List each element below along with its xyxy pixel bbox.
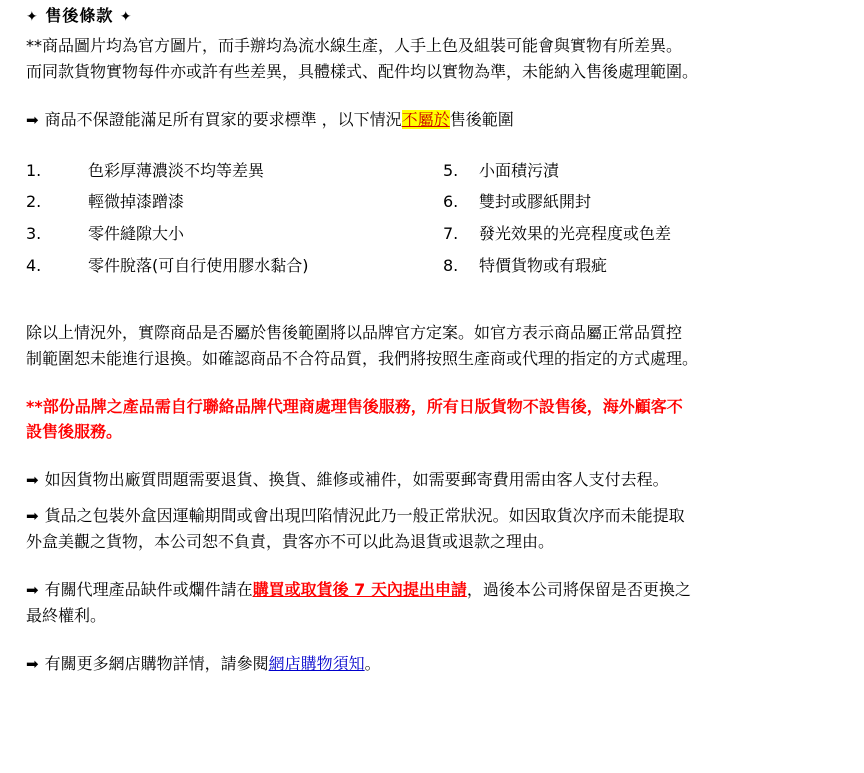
list-item-number: 7. xyxy=(443,224,459,244)
more-info-before-text: 有關更多網店購物詳情，請參閱 xyxy=(44,653,269,673)
bullet-shipping-cost-text: 如因貨物出廠質問題需要退貨、換貨、維修或補件，如需要郵寄費用需由客人支付去程。 xyxy=(44,470,669,490)
agent-notice-line-1 xyxy=(26,577,852,603)
agent-notice-before-text: 有關代理產品缺件或爛件請在 xyxy=(44,580,253,600)
diamond-right-icon: ✦ xyxy=(119,9,133,25)
policy-line-1: 除以上情況外，實際商品是否屬於售後範圍將以品牌官方定案。如官方表示商品屬正常品質控 xyxy=(26,322,683,342)
list-item-label: 零件脫落(可自行使用膠水黏合) xyxy=(88,255,309,275)
page-title xyxy=(26,4,852,29)
agent-notice-after-text: ，過後本公司將保留是否更換之 xyxy=(466,580,691,600)
list-item-number: 1. xyxy=(26,160,42,180)
exclusions-column-left xyxy=(26,159,435,286)
list-item-number: 3. xyxy=(26,224,42,244)
shopping-guide-link[interactable]: 網店購物須知 xyxy=(268,653,365,673)
list-item-label: 小面積污漬 xyxy=(479,160,560,180)
list-item-number: 6. xyxy=(443,192,459,212)
list-item-number: 4. xyxy=(26,255,42,275)
list-item xyxy=(443,159,852,184)
list-item-number: 8. xyxy=(443,255,459,275)
agent-notice-line-2: 最終權利。 xyxy=(26,605,107,625)
more-info-line xyxy=(26,651,852,677)
list-item-label: 零件縫隙大小 xyxy=(88,224,185,244)
list-item-label: 色彩厚薄濃淡不均等差異 xyxy=(88,160,265,180)
list-item-label: 輕微掉漆蹭漆 xyxy=(88,192,185,212)
bullet-packaging-line-1 xyxy=(26,503,852,529)
list-item-label: 雙封或膠紙開封 xyxy=(479,192,592,212)
list-item xyxy=(26,159,435,184)
notice-before-text: 商品不保證能滿足所有買家的要求標準 ，以下情況 xyxy=(44,109,402,129)
list-item-label: 特價貨物或有瑕疵 xyxy=(479,255,608,275)
notice-after-text: 售後範圍 xyxy=(449,109,514,129)
list-item xyxy=(443,190,852,215)
page-title-text: 售後條款 xyxy=(45,6,114,25)
red-notice-line-2: 設售後服務。 xyxy=(26,422,123,442)
intro-line-1: **商品圖片均為官方圖片，而手辦均為流水線生產，人手上色及組裝可能會與實物有所差異。 xyxy=(26,35,683,55)
list-item xyxy=(26,222,435,247)
arrow-icon: ➡ xyxy=(26,507,39,526)
red-notice-line-1: **部份品牌之產品需自行聯絡品牌代理商處理售後服務，所有日版貨物不設售後，海外顧客不 xyxy=(26,396,683,416)
notice-highlight-text: 不屬於 xyxy=(401,109,450,129)
diamond-left-icon: ✦ xyxy=(26,9,39,25)
arrow-icon: ➡ xyxy=(26,654,39,673)
arrow-icon: ➡ xyxy=(26,471,39,490)
bullet-packaging-line-2: 外盒美觀之貨物，本公司恕不負責，貴客亦不可以此為退貨或退款之理由。 xyxy=(26,532,555,552)
agent-notice-emphasis-text: 購買或取貨後 7 天內提出申請 xyxy=(252,580,467,600)
list-item xyxy=(443,222,852,247)
bullet-packaging-text-1: 貨品之包裝外盒因運輸期間或會出現凹陷情況此乃一般正常狀況。如因取貨次序而未能提取 xyxy=(44,506,685,526)
exclusions-column-right xyxy=(435,159,852,286)
arrow-icon: ➡ xyxy=(26,110,39,129)
list-item-label: 發光效果的光亮程度或色差 xyxy=(479,224,672,244)
bullet-shipping-cost xyxy=(26,467,852,493)
notice-not-covered xyxy=(26,107,852,133)
more-info-after-text: 。 xyxy=(364,653,381,673)
list-item xyxy=(26,190,435,215)
intro-line-2: 而同款貨物實物每件亦或許有些差異，具體樣式、配件均以實物為準，未能納入售後處理範圍。 xyxy=(26,61,699,81)
arrow-icon: ➡ xyxy=(26,581,39,600)
policy-line-2: 制範圍恕未能進行退換。如確認商品不合符品質，我們將按照生產商或代理的指定的方式處理。 xyxy=(26,348,699,368)
list-item xyxy=(26,254,435,279)
list-item-number: 5. xyxy=(443,160,459,180)
list-item xyxy=(443,254,852,279)
exclusions-list xyxy=(26,159,852,286)
list-item-number: 2. xyxy=(26,192,42,212)
